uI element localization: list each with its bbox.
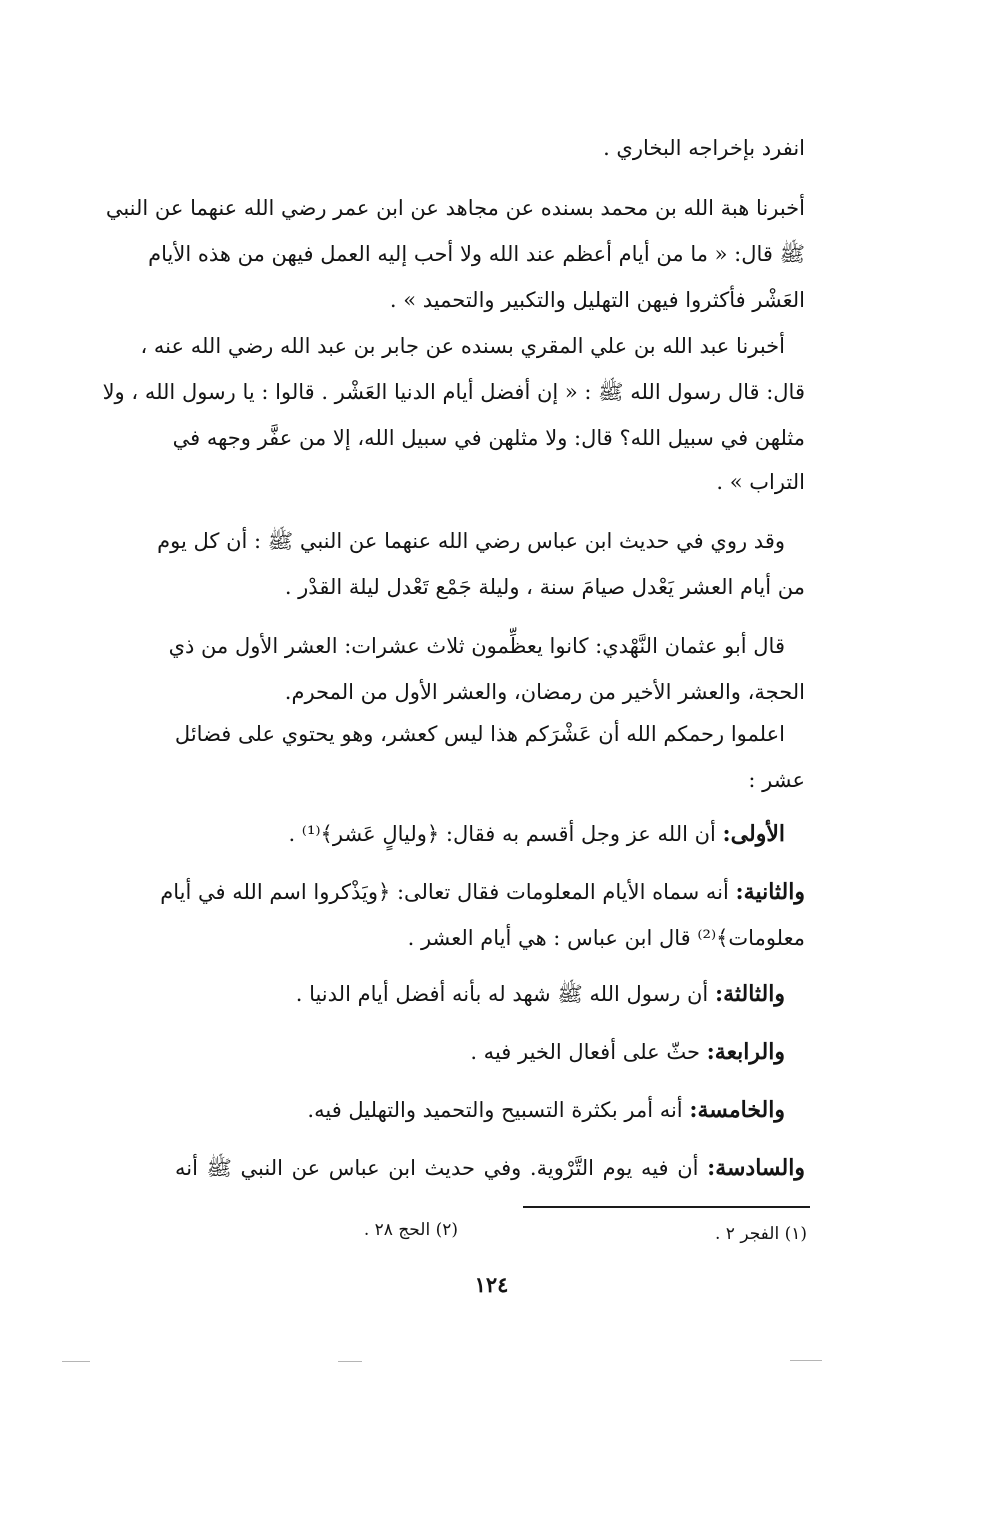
- virtue-label: الأولى:: [722, 821, 785, 847]
- text-line: التراب » .: [716, 470, 805, 494]
- text-line: قال أبو عثمان النَّهْدي: كانوا يعظِّمون ثلاث عشرات: العشر الأول من ذي: [168, 634, 785, 658]
- virtue-text: أن فيه يوم التَّرْوية. وفي حديث ابن عباس عن النبي ﷺ أنه: [175, 1156, 708, 1180]
- footnote-2: (٢) الحج ٢٨ .: [363, 1220, 458, 1240]
- virtue-line: [175, 818, 785, 850]
- scan-mark: [790, 1360, 822, 1361]
- text-line: العَشْر فأكثروا فيهن التهليل والتكبير والتحميد » .: [389, 288, 805, 312]
- virtue-label: والرابعة:: [706, 1039, 785, 1065]
- virtue-text: معلومات﴾⁽²⁾ قال ابن عباس : هي أيام العشر .: [407, 926, 805, 950]
- virtue-text: حثّ على أفعال الخير فيه .: [470, 1040, 707, 1064]
- virtue-line: [160, 876, 805, 908]
- virtue-label: والثالثة:: [714, 981, 785, 1007]
- text-line: اعلموا رحمكم الله أن عَشْرَكم هذا ليس كعشر، وهو يحتوي على فضائل: [174, 722, 785, 746]
- virtue-line: [175, 1152, 805, 1184]
- virtue-line: [175, 1094, 785, 1126]
- text-line: انفرد بإخراجه البخاري .: [603, 136, 805, 160]
- footnote-1: (١) الفجر ٢ .: [714, 1224, 807, 1244]
- virtue-text: أن الله عز وجل أقسم به فقال: ﴿وليالٍ عَشر﴾⁽¹⁾ .: [288, 822, 723, 846]
- virtue-line: [175, 922, 805, 954]
- footnote-divider: [523, 1206, 810, 1208]
- virtue-line: [175, 1036, 785, 1068]
- virtue-label: والسادسة:: [707, 1155, 805, 1181]
- text-line: من أيام العشر يَعْدل صيامَ سنة ، وليلة جَمْع تَعْدل ليلة القدْر .: [284, 575, 805, 599]
- page-number: ١٢٤: [474, 1272, 509, 1297]
- text-line: أخبرنا عبد الله بن علي المقري بسنده عن جابر بن عبد الله رضي الله عنه ،: [140, 334, 785, 358]
- text-line: قال: قال رسول الله ﷺ : « إن أفضل أيام الدنيا العَشْر . قالوا : يا رسول الله ، ولا: [102, 380, 805, 404]
- text-line: أخبرنا هبة الله بن محمد بسنده عن مجاهد عن ابن عمر رضي الله عنهما عن النبي: [105, 196, 805, 220]
- scan-mark: [338, 1361, 362, 1362]
- virtue-text: أن رسول الله ﷺ شهد له بأنه أفضل أيام الدنيا .: [295, 982, 715, 1006]
- virtue-text: أنه أمر بكثرة التسبيح والتحميد والتهليل فيه.: [307, 1098, 690, 1122]
- text-line: ﷺ قال: « ما من أيام أعظم عند الله ولا أحب إليه العمل فيهن من هذه الأيام: [148, 242, 805, 266]
- text-line: مثلهن في سبيل الله؟ قال: ولا مثلهن في سبيل الله، إلا من عفَّر وجهه في: [172, 426, 805, 450]
- virtue-text: أنه سماه الأيام المعلومات فقال تعالى: ﴿ويَذْكروا اسم الله في أيام: [160, 880, 736, 904]
- text-line: عشر :: [748, 768, 805, 792]
- text-line: وقد روي في حديث ابن عباس رضي الله عنهما عن النبي ﷺ : أن كل يوم: [157, 529, 785, 553]
- virtue-line: [175, 978, 785, 1010]
- text-line: الحجة، والعشر الأخير من رمضان، والعشر الأول من المحرم.: [284, 680, 805, 704]
- virtue-label: والخامسة:: [689, 1097, 785, 1123]
- virtue-label: والثانية:: [735, 879, 805, 905]
- scan-mark: [62, 1361, 90, 1362]
